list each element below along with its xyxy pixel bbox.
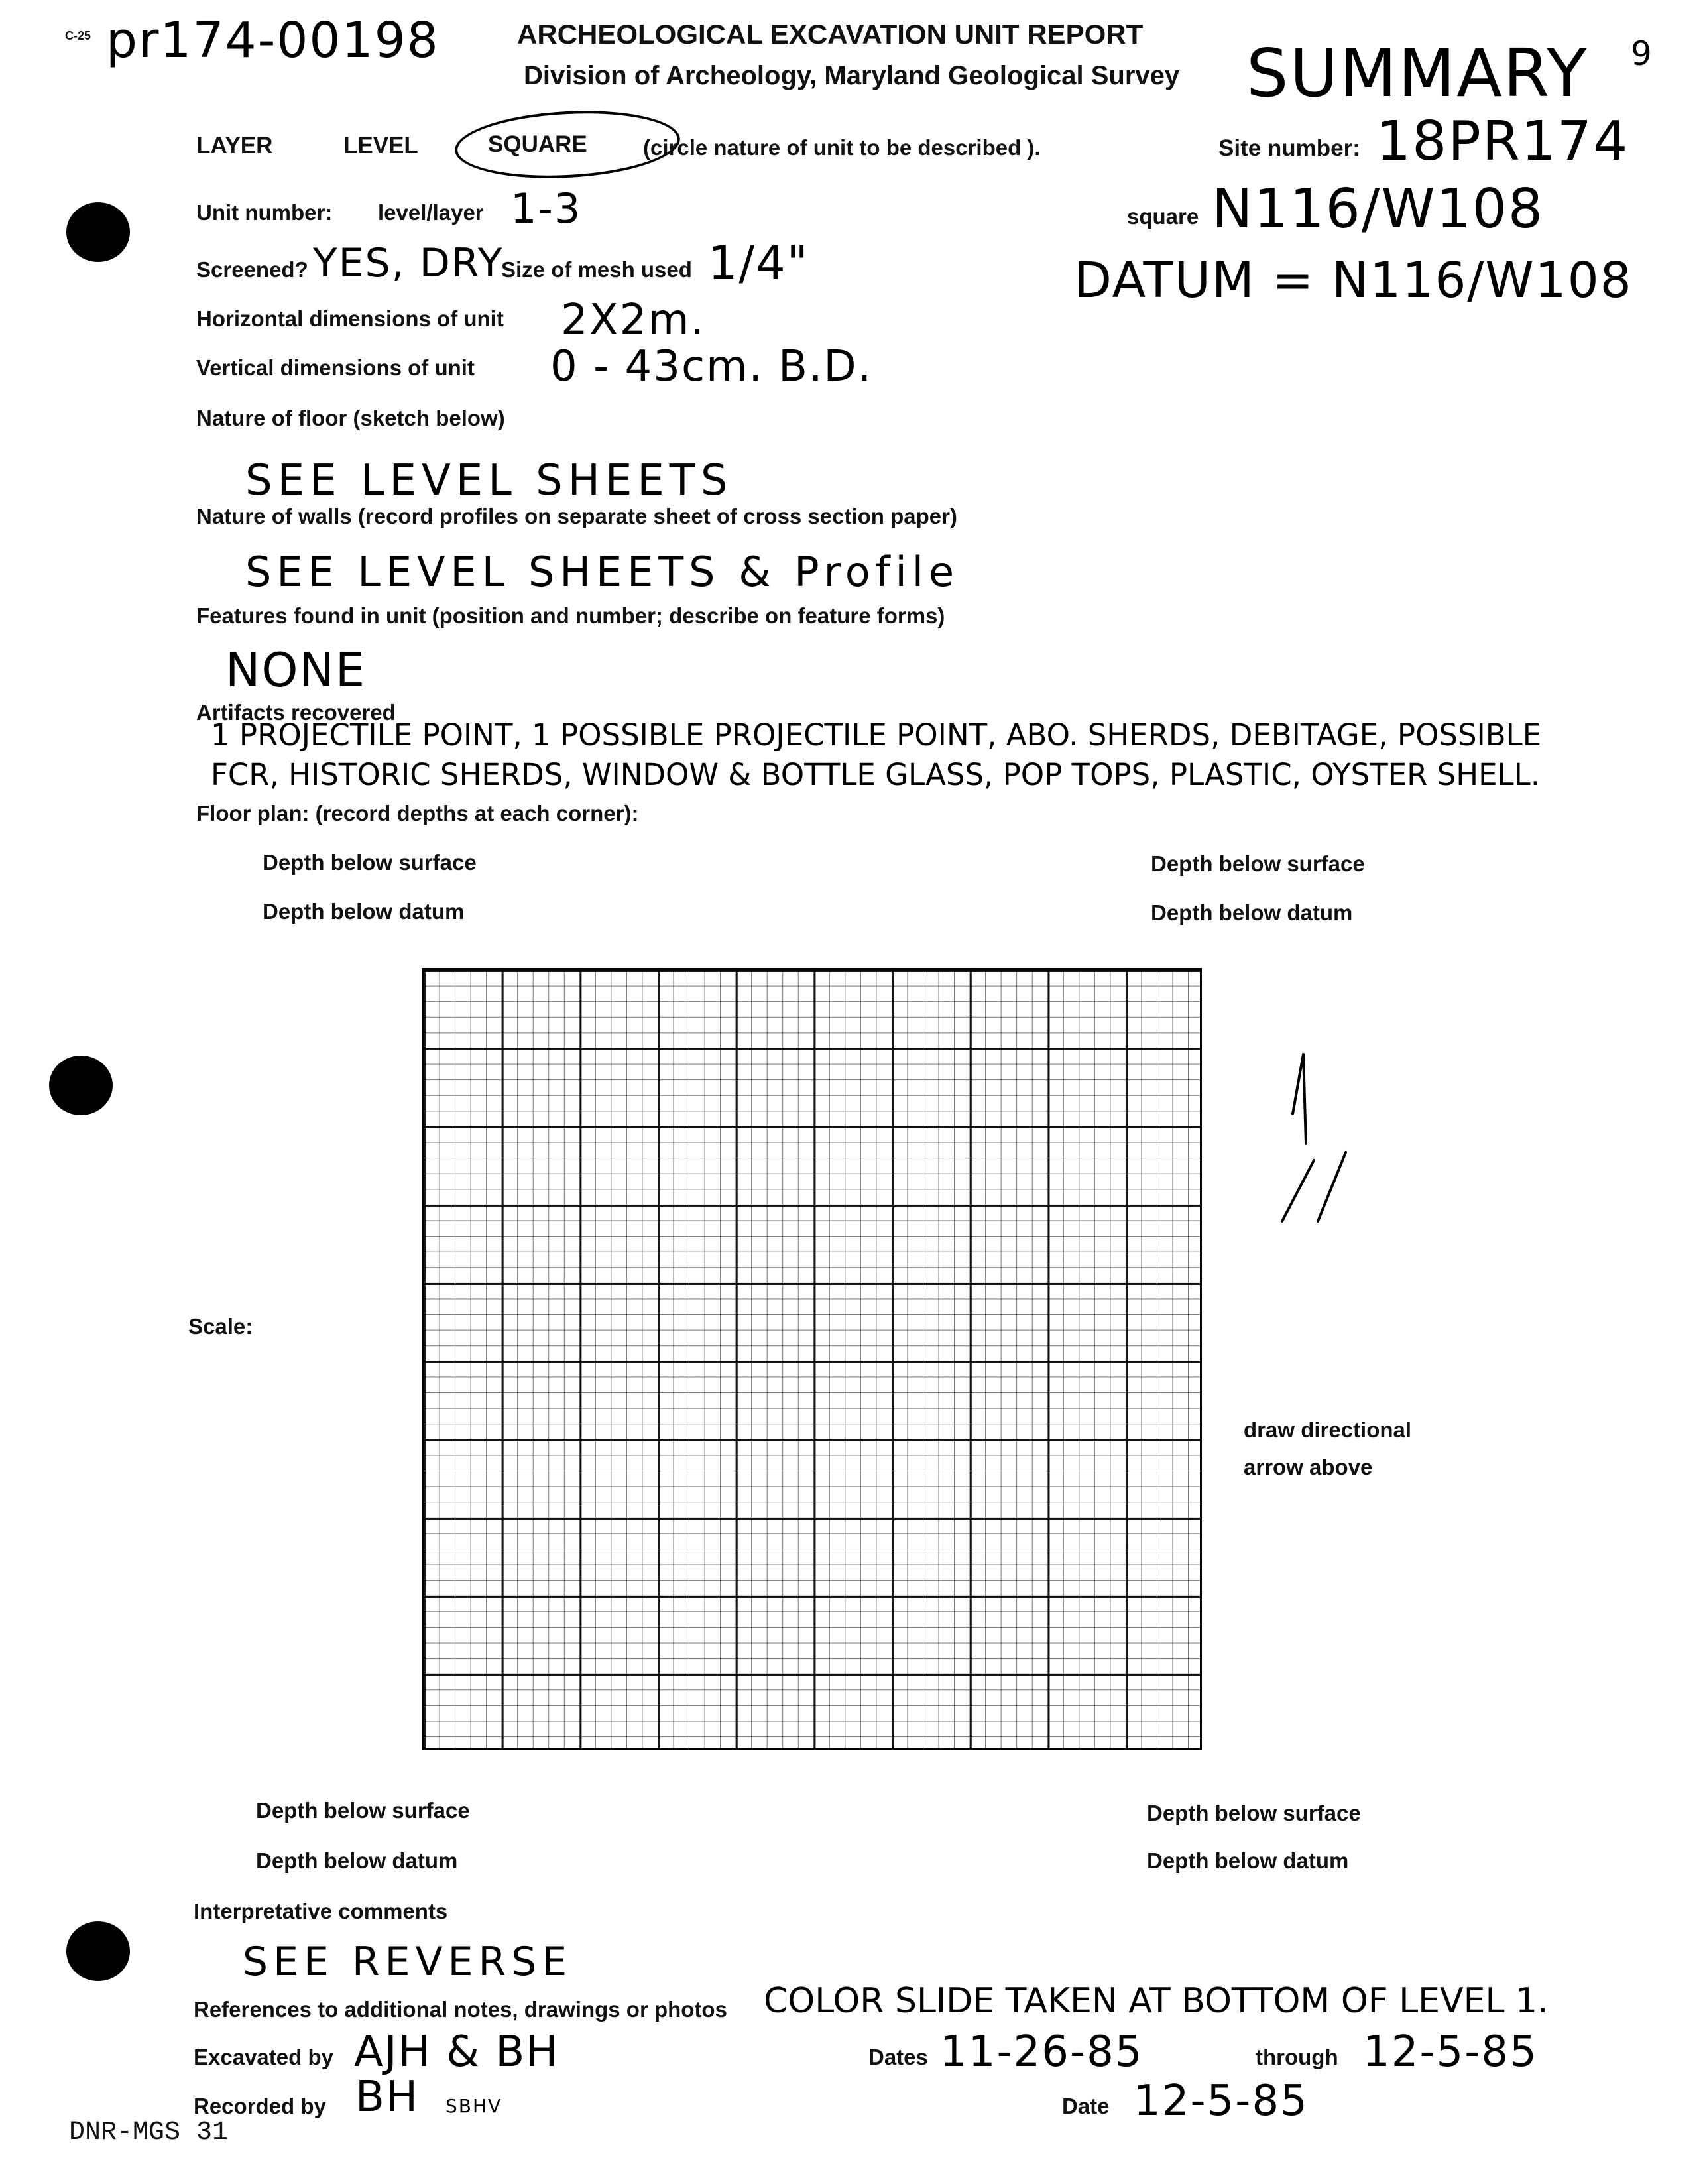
through-value: 12-5-85: [1363, 2028, 1538, 2077]
dates-label: Dates: [868, 2045, 928, 2069]
recorded-by-initials: SBHV: [445, 2095, 502, 2117]
date-label: Date: [1062, 2094, 1110, 2118]
directional-arrow-label-2: arrow above: [1244, 1455, 1373, 1479]
north-arrow-sketch: [1273, 1048, 1366, 1233]
ne-depth-surface: Depth below surface: [1151, 851, 1365, 876]
unit-type-level: LEVEL: [343, 133, 418, 158]
excavated-by-value: AJH & BH: [354, 2028, 559, 2077]
nw-depth-surface: Depth below surface: [263, 850, 477, 875]
scale-label: Scale:: [188, 1314, 253, 1339]
screened-value: YES, DRY: [313, 240, 504, 286]
form-id: DNR-MGS 31: [69, 2118, 229, 2148]
ne-depth-datum: Depth below datum: [1151, 900, 1353, 925]
mesh-value: 1/4": [708, 236, 809, 290]
square-label: square: [1127, 204, 1199, 229]
through-label: through: [1256, 2045, 1338, 2069]
features-label: Features found in unit (position and number; describe on feature forms): [196, 603, 945, 628]
datum-value: DATUM = N116/W108: [1074, 252, 1633, 309]
se-depth-surface: Depth below surface: [1147, 1801, 1361, 1825]
binder-hole-bottom: [66, 1921, 130, 1981]
nw-depth-datum: Depth below datum: [263, 899, 465, 924]
level-layer-label: level/layer: [378, 200, 484, 225]
document-id: pr174-00198: [106, 12, 440, 69]
unit-type-layer: LAYER: [196, 133, 273, 158]
artifacts-label: Artifacts recovered: [196, 700, 396, 725]
artifacts-line-2: FCR, HISTORIC SHERDS, WINDOW & BOTTLE GLASS, POP TOPS, PLASTIC, OYSTER SHELL.: [211, 757, 1541, 792]
site-number-label: Site number:: [1218, 135, 1360, 161]
unit-type-instruction: (circle nature of unit to be described ).: [643, 135, 1041, 160]
unit-number-label: Unit number:: [196, 200, 333, 225]
horizontal-dimensions-value: 2X2m.: [561, 296, 705, 345]
floor-plan-grid[interactable]: [422, 968, 1202, 1750]
page-number: 9: [1631, 34, 1653, 73]
interpretative-comments-label: Interpretative comments: [194, 1899, 448, 1923]
se-depth-datum: Depth below datum: [1147, 1849, 1349, 1873]
form-code: C-25: [65, 29, 91, 42]
excavated-by-label: Excavated by: [194, 2045, 333, 2069]
walls-label: Nature of walls (record profiles on separate sheet of cross section paper): [196, 504, 957, 528]
level-layer-value: 1-3: [510, 184, 582, 233]
recorded-by-value: BH: [355, 2073, 420, 2122]
north-arrow-stroke: [1282, 1054, 1346, 1221]
screened-label: Screened?: [196, 257, 308, 282]
recorded-by-label: Recorded by: [194, 2094, 326, 2118]
dates-value: 11-26-85: [940, 2028, 1144, 2077]
date-value: 12-5-85: [1134, 2077, 1309, 2126]
square-value: N116/W108: [1212, 178, 1545, 241]
site-number-value: 18PR174: [1376, 110, 1629, 173]
directional-arrow-label-1: draw directional: [1244, 1418, 1412, 1442]
report-title: ARCHEOLOGICAL EXCAVATION UNIT REPORT: [517, 19, 1144, 50]
artifacts-line-1: 1 PROJECTILE POINT, 1 POSSIBLE PROJECTILE POINT, ABO. SHERDS, DEBITAGE, POSSIBLE: [211, 717, 1542, 753]
walls-value: SEE LEVEL SHEETS & Profile: [245, 548, 960, 596]
sw-depth-surface: Depth below surface: [256, 1798, 470, 1823]
binder-hole-middle: [49, 1056, 113, 1115]
unit-type-square: SQUARE: [488, 131, 587, 157]
summary-note: SUMMARY: [1246, 34, 1588, 112]
interpretative-comments-value: SEE REVERSE: [243, 1939, 573, 1985]
binder-hole-top: [66, 202, 130, 262]
features-value: NONE: [225, 643, 367, 698]
floor-value: SEE LEVEL SHEETS: [245, 456, 733, 505]
vertical-dimensions-value: 0 - 43cm. B.D.: [550, 342, 873, 391]
mesh-label: Size of mesh used: [501, 257, 692, 282]
report-subtitle: Division of Archeology, Maryland Geological Survey: [524, 61, 1180, 90]
floor-label: Nature of floor (sketch below): [196, 406, 505, 430]
vertical-dimensions-label: Vertical dimensions of unit: [196, 355, 475, 380]
sw-depth-datum: Depth below datum: [256, 1849, 458, 1873]
horizontal-dimensions-label: Horizontal dimensions of unit: [196, 306, 504, 331]
references-label: References to additional notes, drawings or photos: [194, 1997, 727, 2022]
floor-plan-label: Floor plan: (record depths at each corner):: [196, 801, 639, 825]
references-value: COLOR SLIDE TAKEN AT BOTTOM OF LEVEL 1.: [764, 1981, 1549, 2021]
